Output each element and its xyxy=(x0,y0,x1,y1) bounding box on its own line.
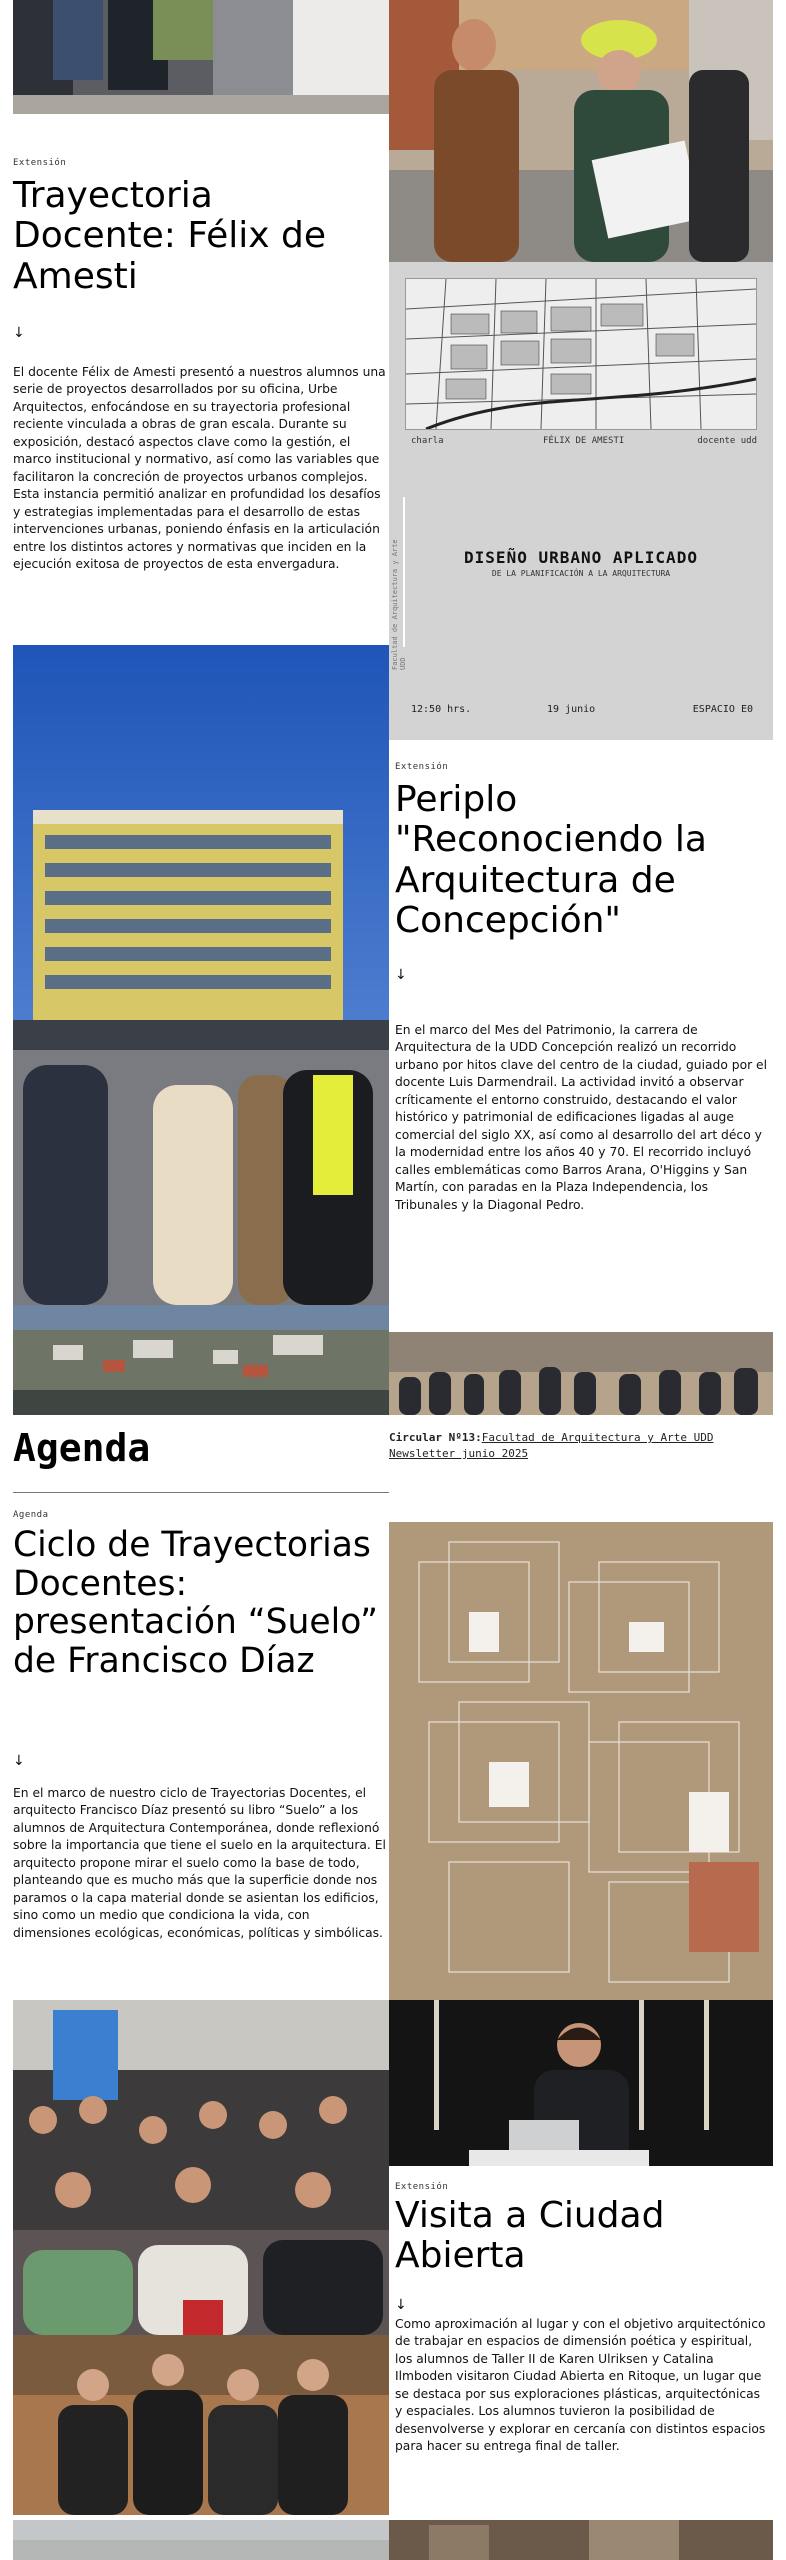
poster-title: DISEÑO URBANO APLICADO xyxy=(464,548,698,567)
article-3-title: Ciclo de Trayectorias Docentes: presentación “Suelo” de Francisco Díaz xyxy=(13,1525,378,1681)
article-2-body: En el marco del Mes del Patrimonio, la carrera de Arquitectura de la UDD Concepción realizó un recorrido urbano por hitos clave del centro de la ciudad, guiado por el docente Luis Darmendrail. La actividad invitó a observar críticamente el entorno construido, destacando el valor histórico y patrimonial de edificaciones ligadas al auge comercial del siglo XX, así como al desarrollo del art déco y la modernidad entre los años 40 y 70. El recorrido incluyó calles emblemáticas como Barros Arana, O'Higgins y San Martín, con paradas en la Plaza Independencia, los Tribunales y la Diagonal Pedro. xyxy=(395,1023,768,1212)
poster-place: ESPACIO E0 xyxy=(692,704,753,715)
photo-street-feet xyxy=(13,0,389,114)
article-3-body: En el marco de nuestro ciclo de Trayectorias Docentes, el arquitecto Francisco Díaz presentó su libro “Suelo” a los alumnos de Arquitectura Contemporánea, donde reflexionó sobre la importancia que tiene el suelo en la arquitectura. El arquitecto propone mirar el suelo como la base de todo, planteando que es mucho más que la superficie donde nos paramos o la capa material donde se asientan los edificios, sino como un medio que condiciona la vida, con dimensiones ecológicas, económicas, políticas y simbólicas. xyxy=(13,1786,386,1940)
article-4-body: Como aproximación al lugar y con el objetivo arquitectónico de trabajar en espacios de dimensión poética y espiritual, los alumnos de Taller II de Karen Ulriksen y Catalina Ilmboden visitaron Ciudad Abierta en Ritoque, un lugar que se destaca por sus exploraciones plásticas, arquitectónicas y espaciales. Los alumnos tuvieron la posibilidad de desenvolverse y explorar en cercanía con distintos espacios para hacer su entrega final de taller. xyxy=(395,2317,766,2454)
photo-street-tour xyxy=(389,0,773,262)
poster-time: 12:50 hrs. xyxy=(411,704,472,715)
photo-audience xyxy=(13,2000,389,2335)
article-1-title: Trayectoria Docente: Félix de Amesti xyxy=(13,175,326,297)
photo-bottom-right xyxy=(389,2520,773,2560)
agenda-divider xyxy=(13,1492,389,1493)
article-4-arrow-icon[interactable]: ↓ xyxy=(395,2297,407,2313)
photo-building-tour xyxy=(13,645,389,1305)
circular-label: Circular Nº13: xyxy=(389,1431,482,1444)
photo-architecture-models xyxy=(389,1522,773,2000)
poster-docente-label: docente udd xyxy=(697,436,757,446)
poster-vertical-text: Facultad de Arquitectura y Arte UDD xyxy=(391,539,407,670)
article-1-body: El docente Félix de Amesti presentó a nuestros alumnos una serie de proyectos desarrollados por su oficina, Urbe Arquitectos, enfocándose en su trayectoria profesional reciente vinculada a obras de gran escala. Durante su exposición, destacó aspectos clave como la gestión, el marco institucional y normativo, así como las variables que facilitaron la concreción de proyectos urbanos complejos. Esta instancia permitió analizar en profundidad los desafíos y estrategias implementadas para el desarrollo de estas intervenciones urbanas, poniendo énfasis en la articulación entre los distintos actores y normativas que inciden en la ejecución exitosa de proyectos de esta envergadura. xyxy=(13,365,386,571)
article-1-arrow-icon[interactable]: ↓ xyxy=(13,325,25,341)
newsletter-circular xyxy=(389,1430,773,1462)
article-2-tag: Extensión xyxy=(395,762,449,772)
article-4-title: Visita a Ciudad Abierta xyxy=(395,2195,665,2277)
poster-charla-label: charla xyxy=(411,436,444,446)
article-2-title: Periplo "Reconociendo la Arquitectura de Concepción" xyxy=(395,779,707,941)
article-1-tag: Extensión xyxy=(13,158,67,168)
event-poster xyxy=(389,262,773,740)
photo-hillside-city xyxy=(13,1305,389,1415)
photo-speaker xyxy=(389,2000,773,2166)
photo-bottom-left xyxy=(13,2520,389,2560)
article-4-tag: Extensión xyxy=(395,2182,449,2192)
photo-group-street xyxy=(389,1332,773,1415)
agenda-heading: Agenda xyxy=(13,1426,151,1470)
article-3-arrow-icon[interactable]: ↓ xyxy=(13,1753,25,1769)
photo-group-portrait xyxy=(13,2335,389,2515)
poster-speaker-name: FÉLIX DE AMESTI xyxy=(543,436,625,446)
article-3-tag: Agenda xyxy=(13,1510,49,1520)
circular-link[interactable]: Facultad de Arquitectura y Arte UDD xyxy=(481,1431,714,1444)
article-2-arrow-icon[interactable]: ↓ xyxy=(395,967,407,983)
circular-newsletter: Newsletter junio 2025 xyxy=(389,1446,529,1460)
poster-date: 19 junio xyxy=(547,704,596,715)
poster-map-image xyxy=(405,278,757,430)
poster-subtitle: DE LA PLANIFICACIÓN A LA ARQUITECTURA xyxy=(491,569,671,578)
